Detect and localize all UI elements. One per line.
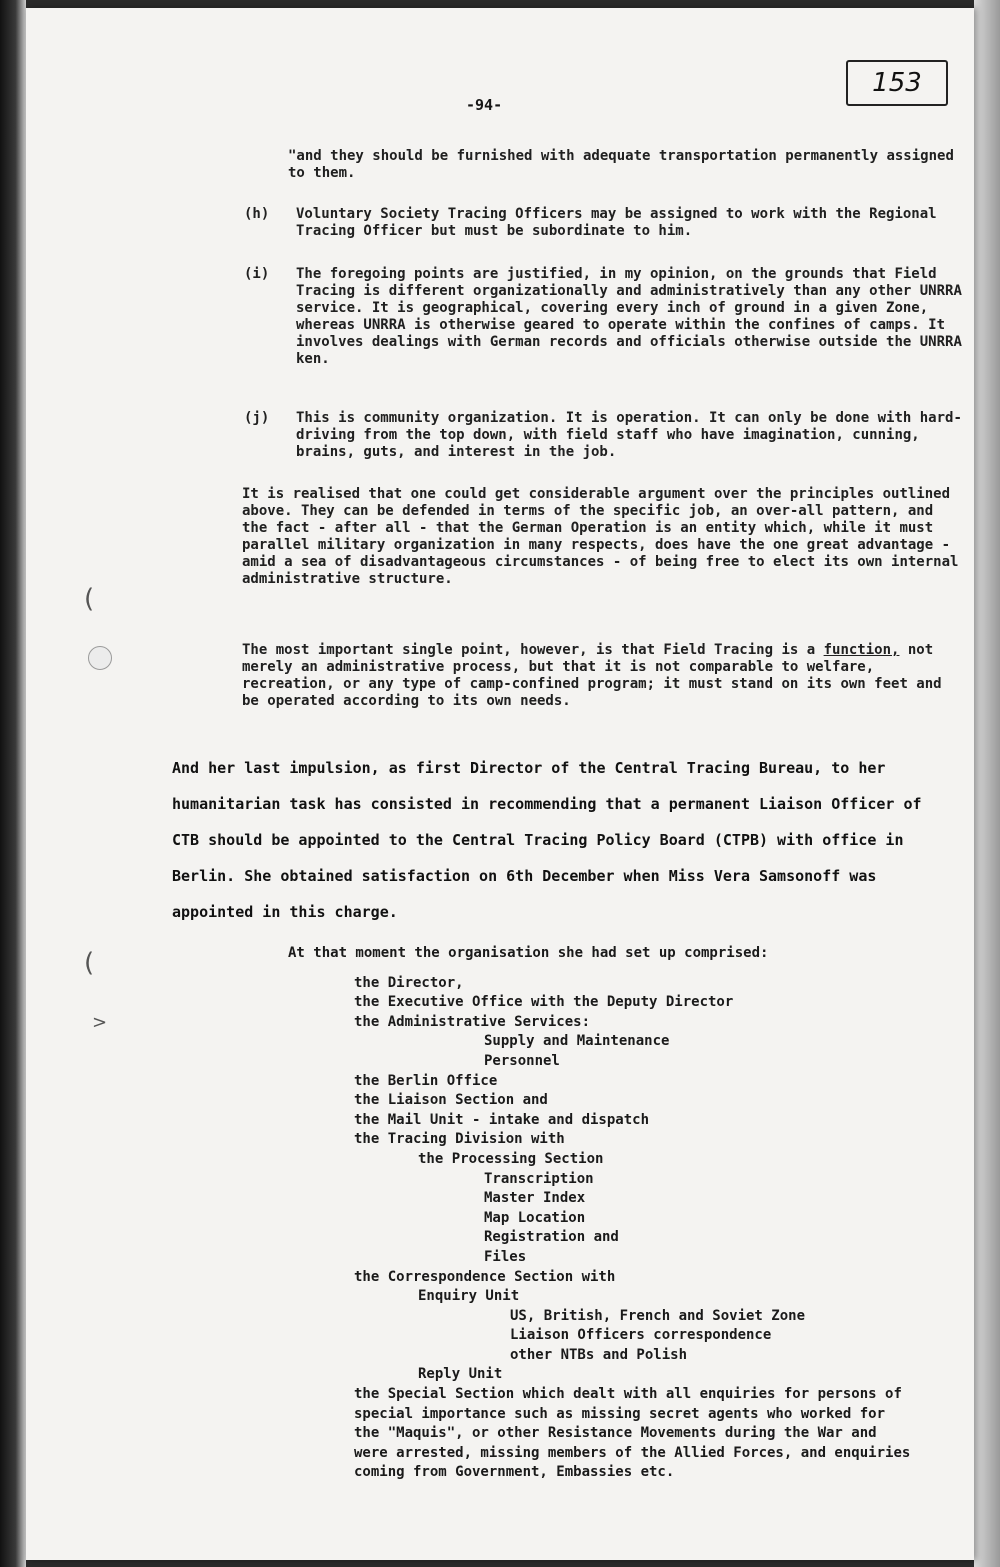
item-label: (i) [244, 266, 270, 282]
organisation-entry: the Mail Unit - intake and dispatch [354, 1111, 650, 1128]
page-edge [974, 0, 1000, 1567]
quote-intro: "and they should be furnished with adequate transportation permanently assigned to them. [288, 148, 954, 181]
punch-hole [88, 646, 112, 670]
organisation-entry: the Tracing Division with [354, 1131, 565, 1148]
organisation-entries [288, 974, 948, 1483]
organisation-entry: the Director, [354, 974, 464, 991]
organisation-entry: Enquiry Unit [418, 1288, 520, 1305]
quote-paragraph-principles: It is realised that one could get considerable argument over the principles outlined above. They can be defended in terms of the specific job, an over-all pattern, and the fact - after all - that the German Operation is an entity which, while it must parallel military organization in many respects, does have the one great advantage - amid a sea of disadvantageous circumstances - of being free to elect its own internal administrative structure. [242, 486, 959, 587]
organisation-entry: the Administrative Services: [354, 1013, 591, 1030]
organisation-entry: the Correspondence Section with [354, 1268, 616, 1285]
document-page [26, 8, 974, 1560]
item-i [244, 266, 964, 368]
paragraph-text-start: The most important single point, however, is that Field Tracing is a [242, 642, 824, 658]
organisation-entry: Master Index [484, 1190, 586, 1207]
item-j [244, 410, 964, 461]
organisation-entry: Map Location [484, 1209, 586, 1226]
organisation-entry: Liaison Officers correspondence [510, 1327, 772, 1344]
item-h [244, 206, 964, 240]
margin-mark: > [92, 1012, 108, 1033]
organisation-intro: At that moment the organisation she had set up comprised: [288, 945, 769, 961]
item-label: (j) [244, 410, 270, 426]
organisation-entry: Reply Unit [418, 1366, 503, 1383]
organisation-entry: US, British, French and Soviet Zone [510, 1307, 806, 1324]
margin-mark: ( [84, 584, 95, 614]
paragraph-text-end: not merely an administrative process, but that it is not comparable to welfare, recreation, or any type of camp-confined program; it must stand on its own feet and be operated according to its own needs. [242, 642, 942, 709]
organisation-entry: the Liaison Section and [354, 1092, 548, 1109]
page-number: -94- [466, 96, 503, 114]
organisation-entry: Registration and [484, 1229, 619, 1246]
item-text: The foregoing points are justified, in my opinion, on the grounds that Field Tracing is different organizationally and administratively than any other UNRRA service. It is geographical, covering every inch of ground in a given Zone, whereas UNRRA is otherwise geared to operate within the confines of camps. It involves dealings with German records and officials otherwise outside the UNRRA ken. [296, 266, 962, 367]
organisation-entry: Supply and Maintenance [484, 1033, 670, 1050]
item-text: Voluntary Society Tracing Officers may be assigned to work with the Regional Tracing Officer but must be subordinate to him. [296, 206, 937, 239]
archive-stamp-number: 153 [846, 60, 948, 106]
organisation-entry: the Berlin Office [354, 1072, 498, 1089]
book-binding [0, 0, 26, 1567]
margin-mark: ( [84, 948, 95, 978]
organisation-entry: the Processing Section [418, 1150, 604, 1167]
organisation-entry: Files [484, 1248, 527, 1265]
organisation-entry: Transcription [484, 1170, 594, 1187]
organisation-entry: Personnel [484, 1052, 560, 1069]
organisation-list [288, 944, 948, 1483]
item-label: (h) [244, 206, 270, 222]
underlined-word: function, [823, 642, 900, 658]
organisation-entry: other NTBs and Polish [510, 1346, 688, 1363]
item-text: This is community organization. It is operation. It can only be done with hard-driving from the top down, with field staff who have imagination, cunning, brains, guts, and interest in the job. [296, 410, 962, 460]
body-paragraph: And her last impulsion, as first Director of the Central Tracing Bureau, to her humanitarian task has consisted in recommending that a permanent Liaison Officer of CTB should be appointed to the Central Tracing Policy Board (CTPB) with office in Berlin. She obtained satisfaction on 6th December when Miss Vera Samsonoff was appointed in this charge. [172, 759, 922, 921]
organisation-entry: the Special Section which dealt with all enquiries for persons of special importance such as missing secret agents who worked for the "Maquis", or other Resistance Movements during the War and were arrested, missing members of the Allied Forces, and enquiries coming from Government, Embassies etc. [354, 1386, 911, 1481]
quote-paragraph-function [242, 642, 964, 710]
organisation-entry: the Executive Office with the Deputy Director [354, 994, 734, 1011]
